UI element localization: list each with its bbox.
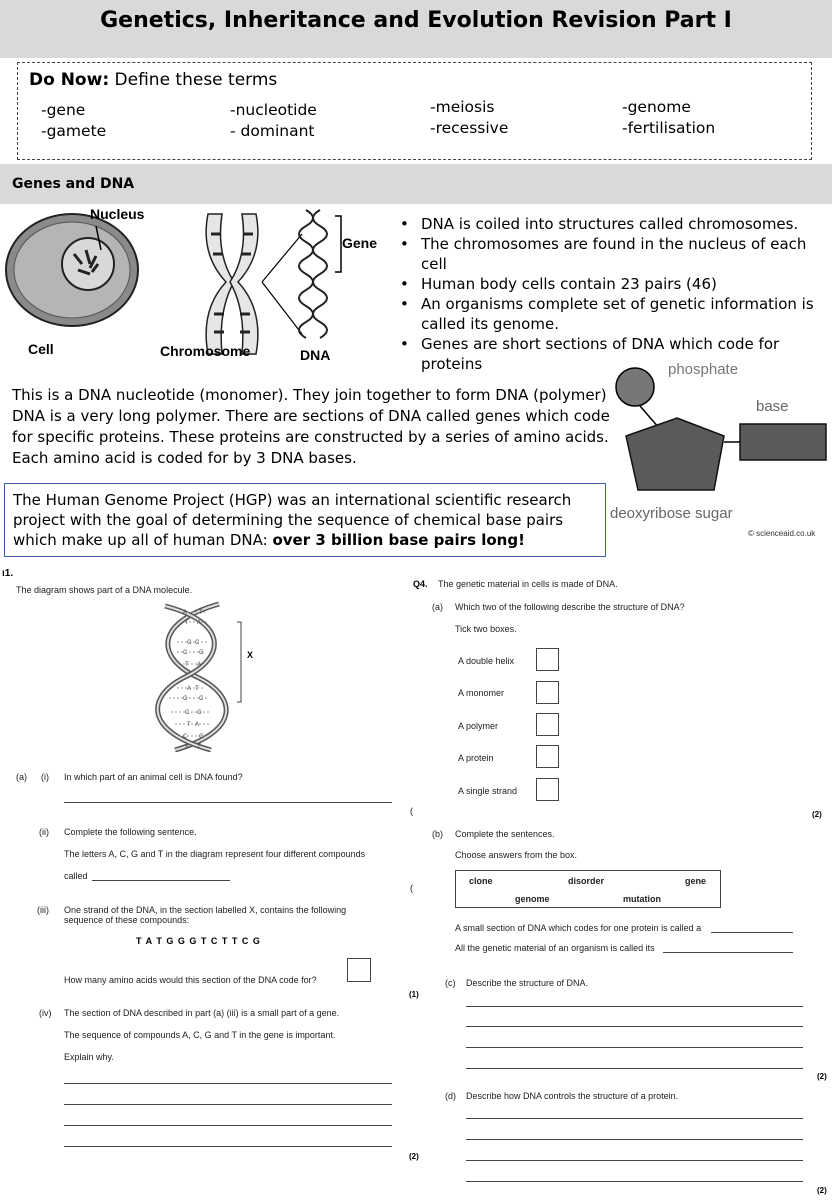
option-checkbox[interactable] — [536, 648, 559, 671]
term-dominant: - dominant — [230, 122, 315, 140]
nucleus-shape — [62, 238, 114, 290]
q1-iii-question: How many amino acids would this section of the DNA code for? — [64, 975, 317, 985]
bullet-item: • Genes are short sections of DNA which code for proteins — [397, 334, 822, 374]
helix-base-letter: A — [195, 722, 200, 728]
helix-base-letter: A — [197, 662, 202, 668]
phosphate-shape — [616, 368, 654, 406]
helix-base-letter: T — [185, 662, 189, 668]
term-recessive: -recessive — [430, 119, 509, 137]
phosphate-label: phosphate — [668, 361, 739, 378]
bullet-item: • Human body cells contain 23 pairs (46) — [397, 274, 822, 294]
option-label: A double helix — [458, 656, 515, 666]
nucleotide-paragraph: This is a DNA nucleotide (monomer). They join together to form DNA (polymer) DNA is a very long polymer. There are sections of DNA called genes which code for specific proteins. These proteins are constructed by a series of amino acids. Each amino acid is coded for by 3 DNA bases. — [12, 386, 610, 467]
cell-chromosome-dna-diagram — [0, 204, 390, 372]
dna-label: DNA — [300, 347, 331, 363]
term-genome: -genome — [622, 98, 691, 116]
helix-base-letter: A — [197, 620, 202, 626]
helix-base-letter: C — [199, 696, 204, 702]
helix-base-letter: T — [197, 744, 201, 750]
option-checkbox[interactable] — [536, 778, 559, 801]
sugar-label: deoxyribose sugar — [610, 505, 733, 522]
helix-base-letter: G — [197, 710, 202, 716]
q4-intro: The genetic material in cells is made of DNA. — [438, 579, 618, 589]
dna-sequence: T A T G G G T C T T C G — [136, 936, 261, 946]
helix-base-letter: G — [183, 696, 188, 702]
q4-c-mark: (2) — [817, 1072, 827, 1081]
q1-ii-label: (ii) — [39, 827, 49, 837]
do-now-instruction: Define these terms — [114, 70, 278, 90]
q4-number: Q4. — [413, 579, 428, 589]
base-label: base — [756, 398, 789, 415]
q1-iii-text: One strand of the DNA, in the section labelled X, contains the following sequence of these compounds: — [64, 905, 347, 925]
chromosome-label: Chromosome — [160, 343, 251, 359]
q4-a-label: (a) — [432, 602, 443, 612]
q1-number: ı1. — [2, 568, 14, 579]
term-meiosis: -meiosis — [430, 98, 495, 116]
word-gene: gene — [685, 876, 707, 886]
helix-base-letter: A — [185, 744, 190, 750]
q1-iv-label: (iv) — [39, 1008, 52, 1018]
term-fertilisation: -fertilisation — [622, 119, 716, 137]
answer-line[interactable] — [466, 1160, 803, 1161]
sugar-shape — [626, 418, 724, 490]
option-checkbox[interactable] — [536, 713, 559, 736]
answer-line[interactable] — [466, 1181, 803, 1182]
q4-d-mark: (2) — [817, 1186, 827, 1195]
paren-mark: ( — [410, 883, 413, 893]
q1-ii-text: Complete the following sentence. — [64, 827, 197, 837]
q1-iv-text2: The sequence of compounds A, C, G and T in the gene is important. — [64, 1030, 336, 1040]
bullet-item: • The chromosomes are found in the nucleus of each cell — [397, 234, 822, 274]
q1-iv-text3: Explain why. — [64, 1052, 114, 1062]
answer-line[interactable] — [92, 880, 230, 881]
answer-line[interactable] — [64, 1104, 392, 1105]
option-label: A protein — [458, 753, 494, 763]
helix-base-letter: C — [195, 640, 200, 646]
do-now-heading — [29, 70, 277, 90]
hgp-box — [4, 483, 606, 557]
helix-base-letter: A — [187, 686, 192, 692]
helix-base-letter: T — [187, 722, 191, 728]
hgp-bold-text: over 3 billion base pairs long! — [272, 531, 525, 549]
helix-base-letter: C — [183, 650, 188, 656]
answer-line[interactable] — [466, 1068, 803, 1069]
q4-a-text: Which two of the following describe the structure of DNA? — [455, 602, 685, 612]
answer-line[interactable] — [64, 1125, 392, 1126]
answer-line[interactable] — [466, 1026, 803, 1027]
answer-line[interactable] — [466, 1118, 803, 1119]
helix-base-letter: T — [195, 686, 199, 692]
q1-ii-sentence: The letters A, C, G and T in the diagram represent four different compounds — [64, 849, 366, 859]
word-clone: clone — [469, 876, 493, 886]
word-disorder: disorder — [568, 876, 605, 886]
q1-intro: The diagram shows part of a DNA molecule. — [16, 585, 193, 595]
option-checkbox[interactable] — [536, 681, 559, 704]
base-shape — [740, 424, 826, 460]
hgp-text: The Human Genome Project (HGP) was an international scientific research project with the goal of determining the sequence of chemical base pairs which make up all of human DNA: — [13, 491, 572, 549]
answer-line[interactable] — [466, 1006, 803, 1007]
q4-b-choose: Choose answers from the box. — [455, 850, 578, 860]
q1-iv-mark: (2) — [409, 1152, 419, 1161]
answer-line[interactable] — [466, 1047, 803, 1048]
q1-i-label: (i) — [41, 772, 49, 782]
option-label: A polymer — [458, 721, 499, 731]
q4-b-sentence-1: A small section of DNA which codes for one protein is called a — [455, 923, 702, 933]
q1-i-text: In which part of an animal cell is DNA found? — [64, 772, 243, 782]
option-checkbox[interactable] — [536, 745, 559, 768]
q4-b-text: Complete the sentences. — [455, 829, 555, 839]
word-mutation: mutation — [623, 894, 661, 904]
helix-base-letter: T — [185, 620, 189, 626]
x-label: X — [247, 650, 254, 660]
q4-c-label: (c) — [445, 978, 456, 988]
option-label: A single strand — [458, 786, 518, 796]
q4-c-text: Describe the structure of DNA. — [466, 978, 589, 988]
section-title: Genes and DNA — [12, 176, 135, 192]
word-genome: genome — [515, 894, 550, 904]
helix-base-letter: G — [199, 734, 204, 740]
helix-base-letter: G — [199, 650, 204, 656]
answer-line[interactable] — [64, 1146, 392, 1147]
q1-iv-text: The section of DNA described in part (a) (iii) is a small part of a gene. — [64, 1008, 340, 1018]
amino-acid-answer-box[interactable] — [347, 958, 371, 982]
nucleotide-diagram — [608, 356, 832, 542]
q4-b-sentence-2: All the genetic material of an organism is called its — [455, 943, 655, 953]
helix-base-letter: G — [187, 640, 192, 646]
helix-base-letter: C — [185, 710, 190, 716]
q1-a-label: (a) — [16, 772, 27, 782]
answer-line[interactable] — [64, 802, 392, 803]
answer-line[interactable] — [663, 952, 793, 953]
bullet-item: • DNA is coiled into structures called chromosomes. — [397, 214, 822, 234]
gene-label: Gene — [342, 235, 378, 251]
page-title: Genetics, Inheritance and Evolution Revision Part I — [100, 8, 732, 33]
nucleus-label: Nucleus — [90, 206, 145, 222]
term-nucleotide: -nucleotide — [230, 101, 317, 119]
answer-line[interactable] — [64, 1083, 392, 1084]
dna-helix-diagram — [155, 602, 265, 752]
q4-d-text: Describe how DNA controls the structure of a protein. — [466, 1091, 679, 1101]
q1-iii-label: (iii) — [37, 905, 49, 915]
paren-mark: ( — [410, 806, 413, 816]
q1-ii-called: called — [64, 871, 88, 881]
do-now-label: Do Now: — [29, 70, 110, 90]
option-label: A monomer — [458, 688, 505, 698]
helix-base-letter: T — [199, 610, 203, 616]
q4-d-label: (d) — [445, 1091, 456, 1101]
q1-iii-mark: (1) — [409, 990, 419, 999]
cell-label: Cell — [28, 341, 54, 357]
answer-line[interactable] — [711, 932, 793, 933]
term-gene: -gene — [41, 101, 86, 119]
q4-a-tick: Tick two boxes. — [455, 624, 517, 634]
bullet-item: • An organisms complete set of genetic information is called its genome. — [397, 294, 822, 334]
q4-a-mark: (2) — [812, 810, 822, 819]
facts-bullet-list — [397, 214, 822, 374]
helix-base-letter: C — [183, 734, 188, 740]
credit-label: © scienceaid.co.uk — [748, 529, 816, 538]
term-gamete: -gamete — [41, 122, 107, 140]
q4-b-label: (b) — [432, 829, 443, 839]
helix-base-letter: A — [183, 610, 188, 616]
answer-line[interactable] — [466, 1139, 803, 1140]
